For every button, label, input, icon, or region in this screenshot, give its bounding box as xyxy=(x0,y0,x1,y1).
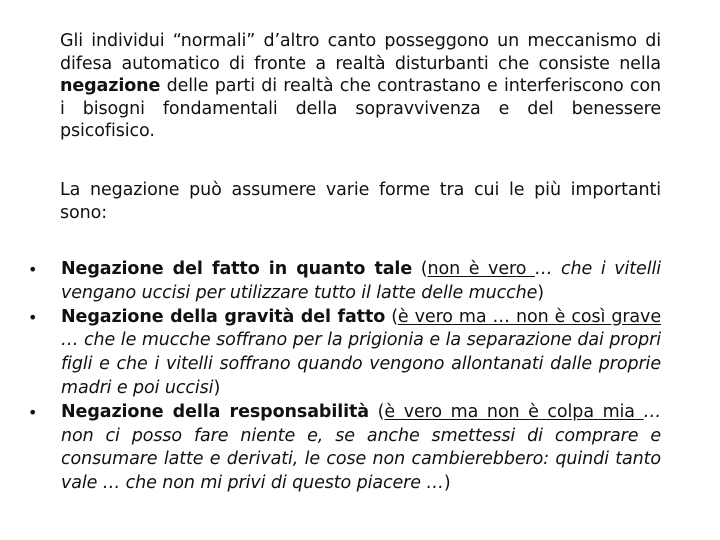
list-item-open-paren: ( xyxy=(385,306,398,327)
list-item-title: Negazione del fatto in quanto tale xyxy=(61,259,413,279)
intro-paragraph xyxy=(60,30,661,143)
list-item-underlined-phrase: è vero ma … non è così grave xyxy=(397,306,661,327)
bullet-icon: • xyxy=(28,307,38,327)
list-item-underlined-phrase: non è vero xyxy=(427,259,535,279)
bullet-icon: • xyxy=(28,260,38,279)
forms-paragraph: La negazione può assumere varie forme tra cui le più importanti sono: xyxy=(60,180,661,223)
list-item-italic-text: … non ci posso fare niente e, se anche smettessi di comprare e consumare latte e derivati, le cose non cambierebbero: quindi tanto vale … che non mi privi di questo piacere … xyxy=(61,401,661,494)
list-item-close-paren: ) xyxy=(213,377,221,398)
list-item-italic-text: … che i vitelli vengano uccisi per utilizzare tutto il latte delle mucche xyxy=(61,259,661,303)
list-item-open-paren: ( xyxy=(369,401,385,422)
intro-bold-term: negazione xyxy=(60,76,161,96)
list-item xyxy=(28,258,661,306)
bullet-list xyxy=(28,258,661,496)
intro-text-end: delle parti di realtà che contrastano e interferiscono con i bisogni fondamentali della sopravvivenza e del benessere psicofisico. xyxy=(60,76,661,141)
list-item-title: Negazione della gravità del fatto xyxy=(61,306,386,327)
list-item-close-paren: ) xyxy=(443,473,451,494)
list-item xyxy=(28,306,661,401)
list-item-underlined-phrase: è vero ma non è colpa mia xyxy=(384,401,644,422)
list-item-italic-text: … che le mucche soffrano per la prigionia e la separazione dai propri figli e che i vitelli soffrano quando vengono allontanati dalle proprie madri e poi uccisi xyxy=(61,330,661,398)
list-item-title: Negazione della responsabilità xyxy=(61,401,370,422)
list-item xyxy=(28,401,661,496)
list-item-close-paren: ) xyxy=(537,282,545,303)
intro-text-start: Gli individui “normali” d’altro canto posseggono un meccanismo di difesa automatico di fronte a realtà disturbanti che consiste nella xyxy=(60,31,661,74)
list-item-open-paren: ( xyxy=(412,259,428,279)
bullet-icon: • xyxy=(28,402,38,422)
